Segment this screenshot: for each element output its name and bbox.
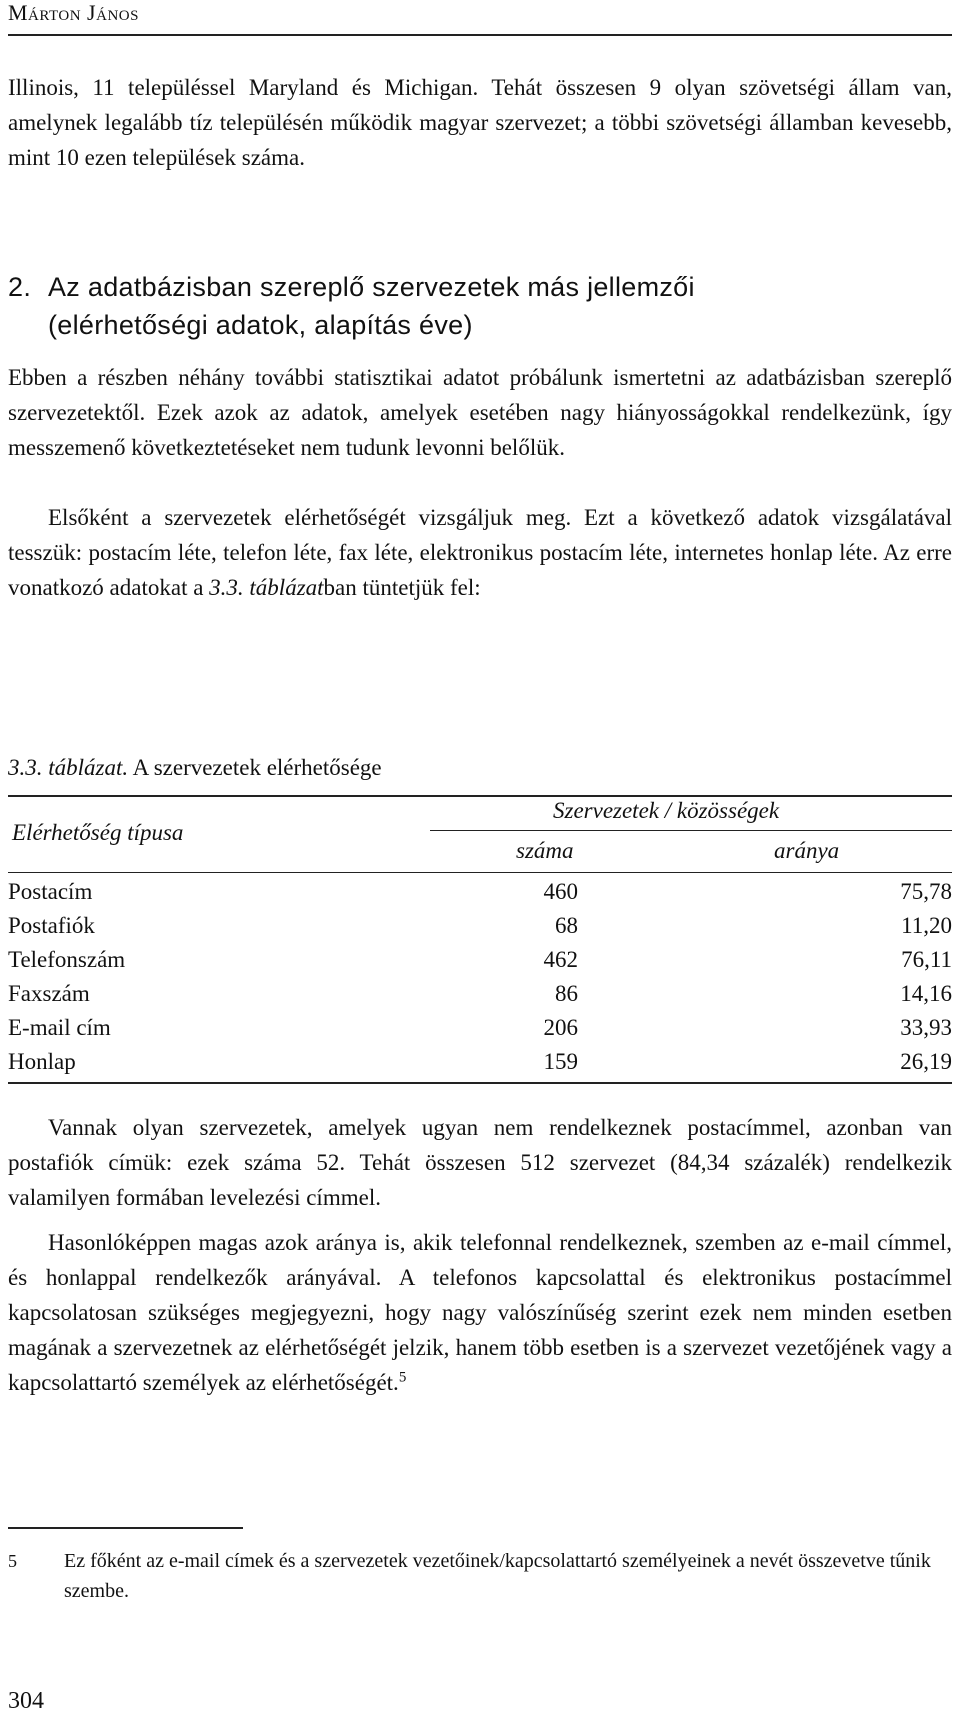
cell-type: Honlap [8,1049,76,1074]
footnote-reference[interactable]: 5 [398,1369,407,1386]
table-caption [8,755,382,781]
cell-type: Telefonszám [8,947,126,972]
cell-count: 159 [543,1049,578,1074]
cell-type: E-mail cím [8,1015,111,1040]
table-row [8,1011,952,1045]
cell-ratio: 26,19 [900,1049,952,1074]
cell-ratio: 76,11 [901,947,952,972]
paragraph-4 [8,1225,952,1400]
table-header-count: száma [516,838,574,863]
cell-count: 68 [555,913,578,938]
table-row [8,977,952,1011]
section-title-line1: Az adatbázisban szereplő szervezetek más jellemzői [48,272,695,302]
table-row [8,1045,952,1079]
cell-ratio: 11,20 [901,913,952,938]
footnote-mark: 5 [8,1551,17,1571]
cell-type: Postacím [8,879,93,904]
table-caption-number: 3.3. táblázat. [8,755,129,780]
cell-count: 86 [555,981,578,1006]
table-row [8,943,952,977]
table-top-rule [8,795,952,797]
accessibility-table [8,875,952,1079]
paragraph-2-tail: ban tüntetjük fel: [323,575,481,600]
table-row [8,875,952,909]
cell-type: Faxszám [8,981,90,1006]
table-caption-title: A szervezetek elérhetősége [128,755,382,780]
table-bottom-rule [8,1082,952,1084]
cell-ratio: 14,16 [900,981,952,1006]
footnote [8,1546,952,1606]
page-number: 304 [8,1688,44,1714]
footnote-text: Ez főként az e-mail címek és a szervezetek vezetőinek/kapcsolattartó személyeinek a nevét összevetve tűnik szembe. [64,1550,931,1602]
cell-ratio: 75,78 [900,879,952,904]
table-reference: 3.3. táblázat [209,575,324,600]
cell-ratio: 33,93 [900,1015,952,1040]
paragraph-2 [8,500,952,605]
section-heading [8,268,952,344]
paragraph-4-text: Hasonlóképpen magas azok aránya is, akik telefonnal rendelkeznek, szemben az e-mail címmel, és honlappal rendelkezők arányával. A telefonos kapcsolattal és elektronikus postacímmel kapcsolatosan szükséges megjegyezni, hogy nagy valószínűség szerint ezek nem minden esetben magának a szervezetnek az elérhetőségét jelzik, hanem több esetben is a szervezet vezetőjének vagy a kapcsolattartó személyek az elérhetőségét. [8,1230,952,1395]
running-head: Márton János [8,0,139,25]
header-rule [8,34,952,36]
paragraph-2-text: Elsőként a szervezetek elérhetőségét vizsgáljuk meg. Ezt a következő adatok vizsgálatával tesszük: postacím léte, telefon léte, fax léte, elektronikus postacím léte, internetes honlap léte. Az erre vonatkozó adatokat a [8,505,952,600]
footnote-rule [8,1527,243,1529]
table-row [8,909,952,943]
cell-type: Postafiók [8,913,95,938]
paragraph-3: Vannak olyan szervezetek, amelyek ugyan nem rendelkeznek postacímmel, azonban van postafiók címük: ezek száma 52. Tehát összesen 512 szervezet (84,34 százalék) rendelkezik valamilyen formában levelezési címmel. [8,1115,952,1210]
table-header-ratio: aránya [774,838,840,863]
table-header-rule [8,872,952,873]
cell-count: 206 [543,1015,578,1040]
table-header-type: Elérhetőség típusa [12,820,184,845]
section-number: 2. [8,272,32,302]
cell-count: 462 [543,947,578,972]
intro-paragraph: Illinois, 11 településsel Maryland és Michigan. Tehát összesen 9 olyan szövetségi állam van, amelynek legalább tíz településén működik magyar szervezet; a többi szövetségi államban kevesebb, mint 10 ezen települések száma. [8,75,952,170]
table-group-rule [430,830,952,831]
section-title-line2: (elérhetőségi adatok, alapítás éve) [48,310,473,340]
table-group-header: Szervezetek / közösségek [553,798,780,823]
cell-count: 460 [543,879,578,904]
paragraph-1: Ebben a részben néhány további statisztikai adatot próbálunk ismertetni az adatbázisban szereplő szervezetektől. Ezek azok az adatok, amelyek esetében nagy hiányosságokkal rendelkezünk, így messzemenő következtetéseket nem tudunk levonni belőlük. [8,365,952,460]
